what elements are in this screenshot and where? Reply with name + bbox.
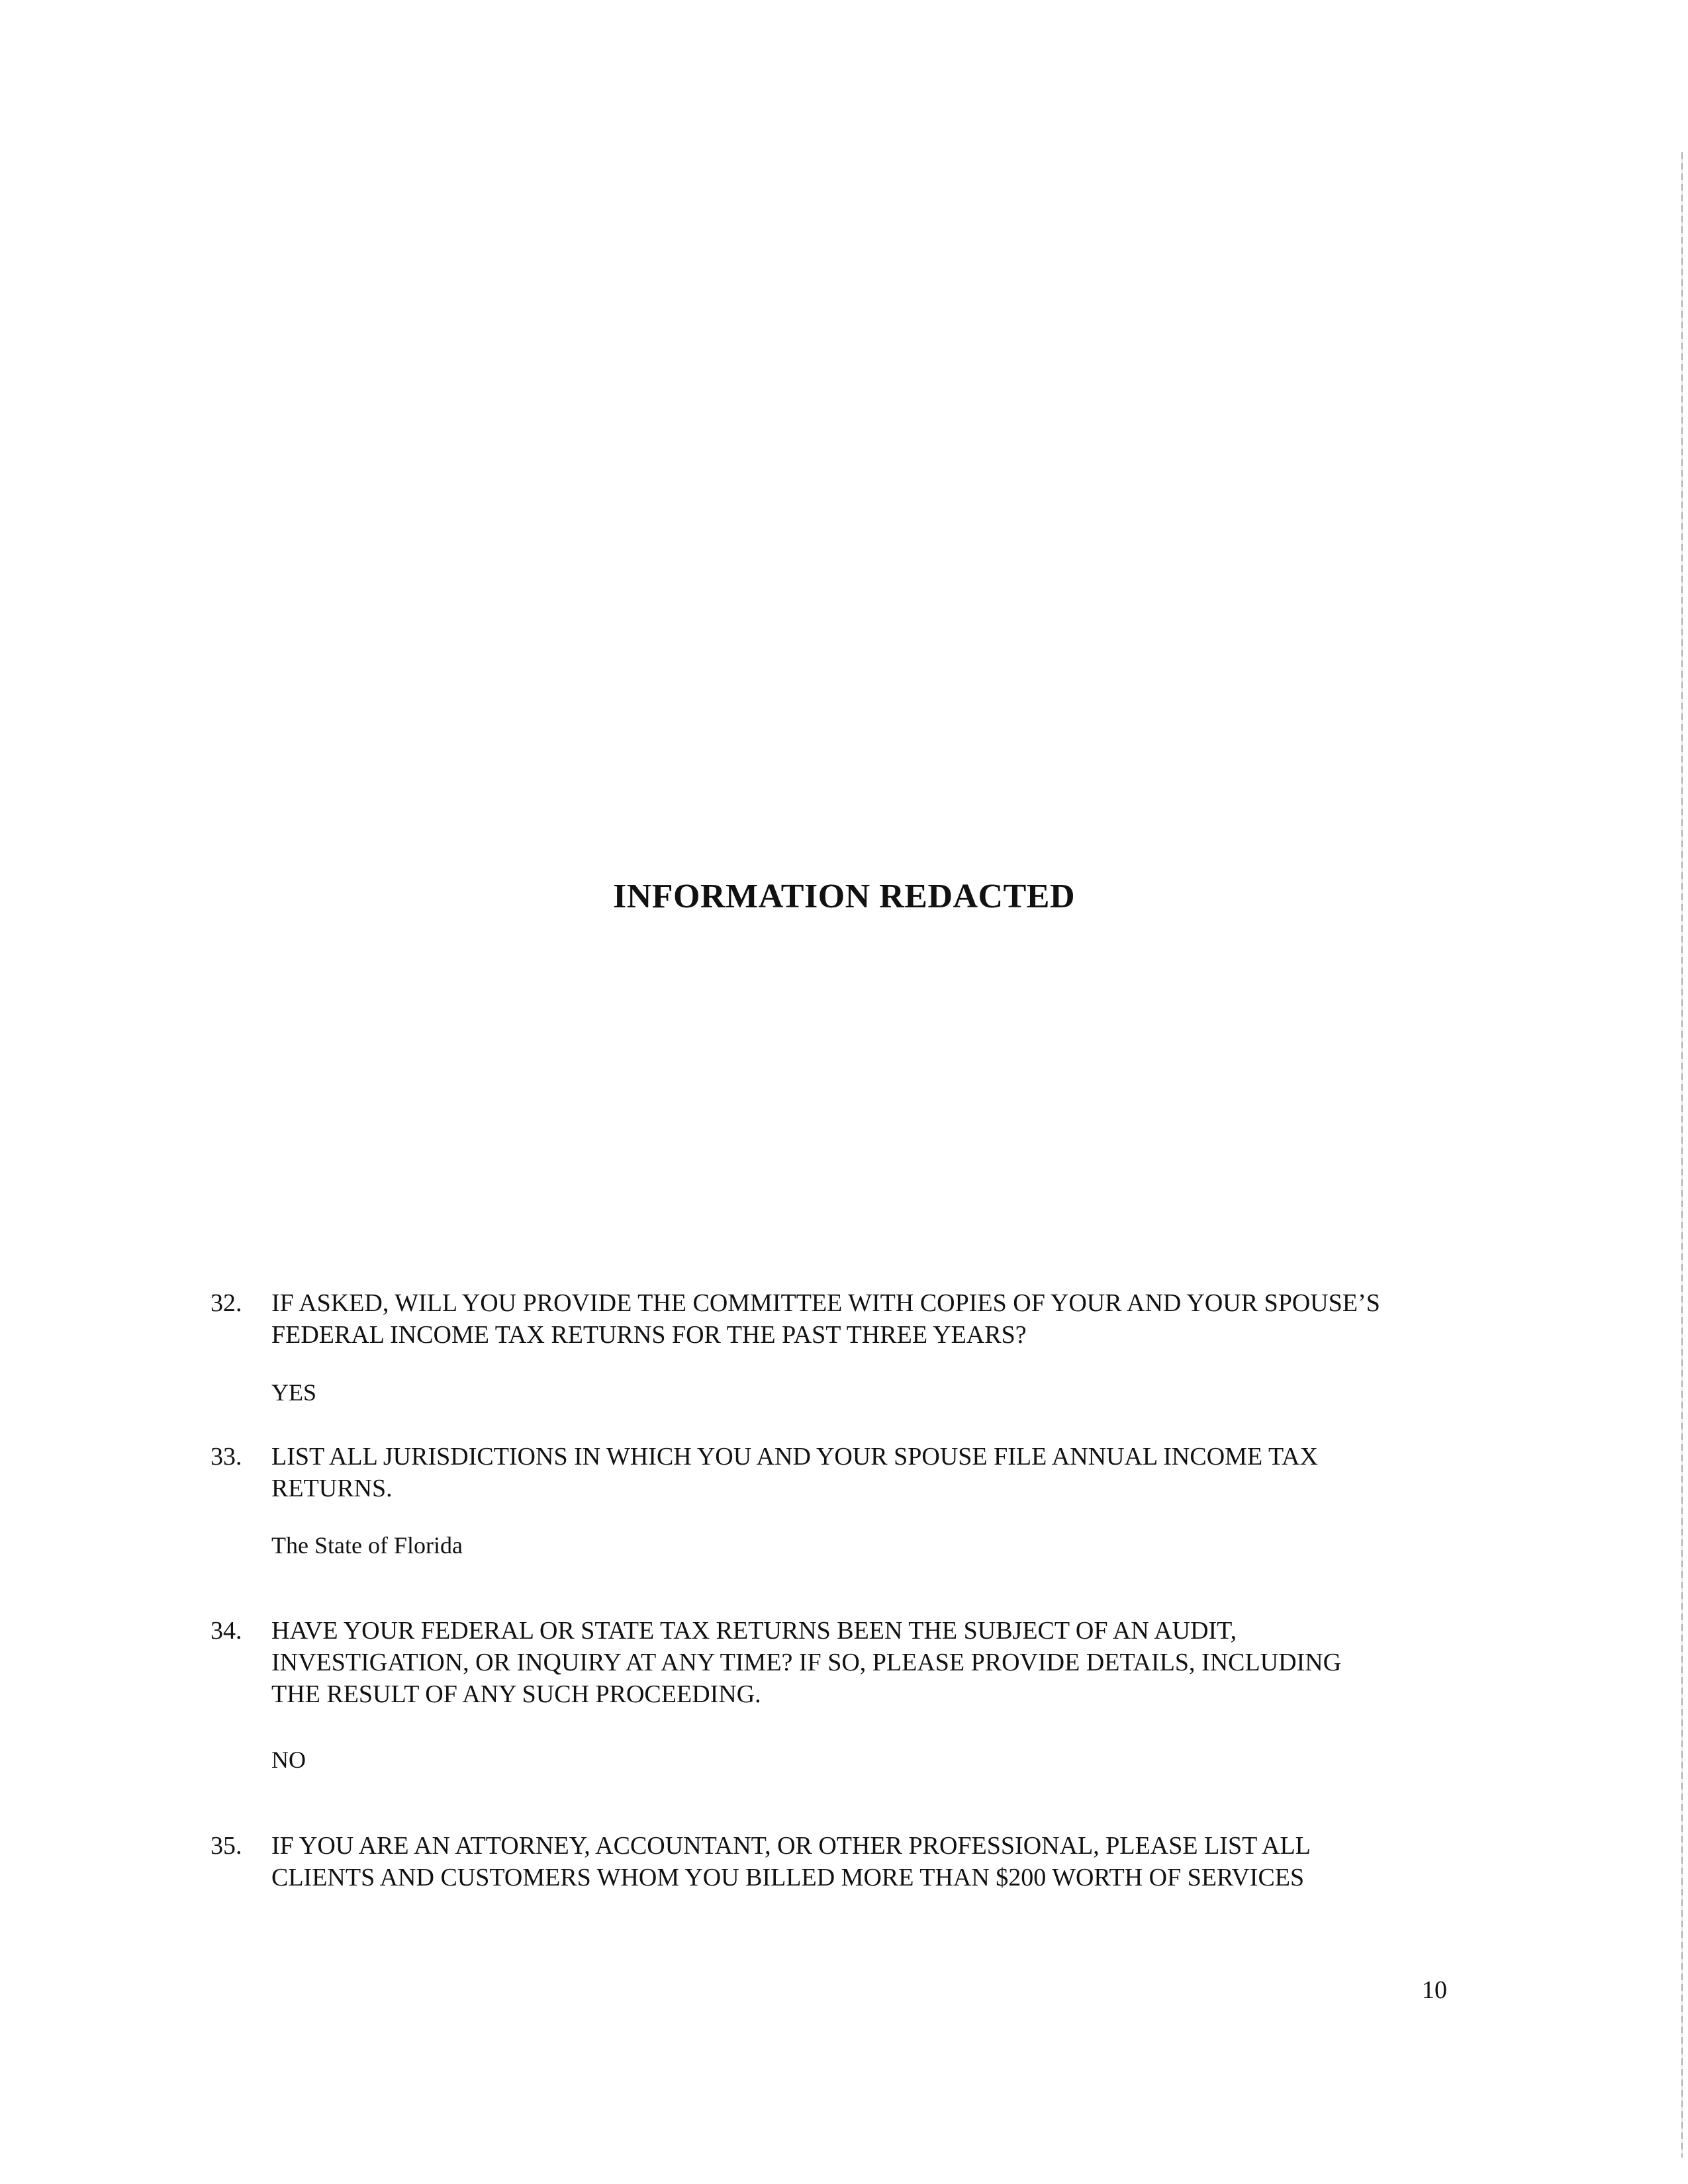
question-number: 35. [211,1832,242,1860]
question-33 [211,1441,1501,1504]
question-text [271,1441,1501,1504]
page-number: 10 [1422,1976,1447,2004]
question-line: LIST ALL JURISDICTIONS IN WHICH YOU AND YOUR SPOUSE FILE ANNUAL INCOME TAX [271,1443,1319,1471]
question-line: IF YOU ARE AN ATTORNEY, ACCOUNTANT, OR OTHER PROFESSIONAL, PLEASE LIST ALL [271,1832,1311,1860]
question-line: HAVE YOUR FEDERAL OR STATE TAX RETURNS BEEN THE SUBJECT OF AN AUDIT, [271,1617,1237,1645]
question-line: FEDERAL INCOME TAX RETURNS FOR THE PAST THREE YEARS? [271,1321,1027,1349]
question-text [271,1287,1501,1351]
question-number: 33. [211,1443,242,1471]
redaction-notice: INFORMATION REDACTED [612,878,1076,915]
question-line: RETURNS. [271,1475,393,1502]
question-text [271,1615,1501,1710]
question-32 [211,1287,1501,1351]
answer-33: The State of Florida [271,1532,463,1559]
question-line: CLIENTS AND CUSTOMERS WHOM YOU BILLED MORE THAN $200 WORTH OF SERVICES [271,1864,1305,1891]
question-35 [211,1830,1501,1893]
question-line: INVESTIGATION, OR INQUIRY AT ANY TIME? IF SO, PLEASE PROVIDE DETAILS, INCLUDING [271,1649,1342,1676]
question-line: THE RESULT OF ANY SUCH PROCEEDING. [271,1680,761,1708]
answer-32: YES [271,1379,317,1406]
scan-edge-line [1681,152,1683,2158]
question-34 [211,1615,1501,1710]
question-number: 32. [211,1289,242,1317]
question-line: IF ASKED, WILL YOU PROVIDE THE COMMITTEE WITH COPIES OF YOUR AND YOUR SPOUSE’S [271,1289,1380,1317]
question-number: 34. [211,1617,242,1645]
answer-34: NO [271,1747,306,1773]
question-text [271,1830,1501,1893]
